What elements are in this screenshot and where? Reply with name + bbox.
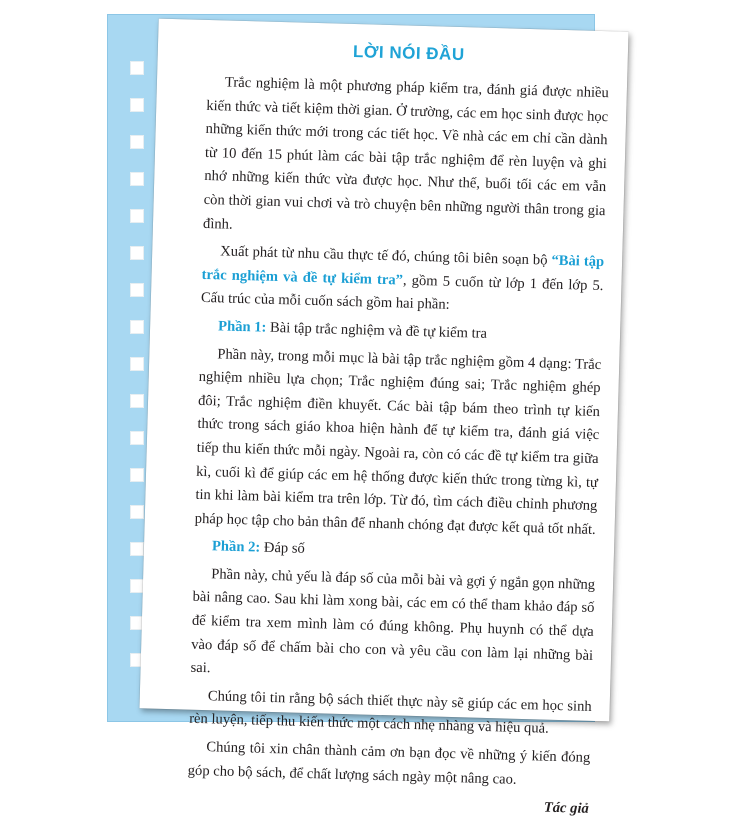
- series-paragraph: [201, 240, 605, 322]
- binder-hole: [131, 580, 143, 592]
- binder-hole: [131, 247, 143, 259]
- page-sheet: [139, 19, 628, 818]
- binder-hole: [131, 358, 143, 370]
- binder-hole: [131, 321, 143, 333]
- binder-hole: [131, 99, 143, 111]
- intro-paragraph: Trắc nghiệm là một phương pháp kiểm tra, đánh giá được nhiều kiến thức và tiết kiệm thời gian. Ở trường, các em học sinh được học những kiến thức mới trong các tiết học. Về nhà các em chỉ cần dành từ 10 đến 15 phút làm các bài tập trắc nghiệm để rèn luyện và ghi nhớ những kiến thức vừa được học. Như thế, buổi tối các em vẫn còn thời gian vui chơi và trò chuyện bên những người thân trong gia đình.: [202, 74, 610, 233]
- series-text-after: , gồm 5 cuốn từ lớp 1 đến lớp 5. Cấu trúc của mỗi cuốn sách gồm hai phần:: [200, 272, 604, 314]
- binder-hole: [131, 432, 143, 444]
- binder-hole: [131, 173, 143, 185]
- page-content: [187, 37, 611, 826]
- page-title: LỜI NÓI ĐẦU: [352, 42, 465, 65]
- binder-hole: [131, 210, 143, 222]
- series-text-before: Xuất phát từ nhu cầu thực tế đó, chúng tôi biên soạn bộ: [220, 243, 552, 269]
- binder-hole: [131, 136, 143, 148]
- part2-body: Phần này, chủ yếu là đáp số của mỗi bài và gợi ý ngắn gọn những bài nâng cao. Sau khi làm xong bài, các em có thể tham khảo đáp số để kiểm tra xem mình làm có đúng không. Phụ huynh có thể dựa vào đáp số để chấm bài cho con và yêu cầu con làm lại những bài sai.: [190, 566, 596, 677]
- binder-hole: [131, 543, 143, 555]
- part2-label: Phần 2:: [211, 538, 261, 556]
- part2-heading-text: Đáp số: [260, 539, 306, 558]
- belief-paragraph: Chúng tôi tin rằng bộ sách thiết thực này sẽ giúp các em học sinh rèn luyện, tiếp thu kiến thức một cách nhẹ nhàng và hiệu quả.: [188, 688, 592, 738]
- author-signature: Tác giả: [543, 799, 590, 818]
- thanks-paragraph: Chúng tôi xin chân thành cảm ơn bạn đọc về những ý kiến đóng góp cho bộ sách, để chất lượng sách ngày một nâng cao.: [187, 739, 591, 788]
- part1-heading-text: Bài tập trắc nghiệm và đề tự kiểm tra: [266, 319, 488, 342]
- binder-hole: [131, 469, 143, 481]
- part1-label: Phần 1:: [217, 318, 267, 336]
- part1-body: Phần này, trong mỗi mục là bài tập trắc nghiệm gồm 4 dạng: Trắc nghiệm nhiều lựa chọn; Trắc nghiệm đúng sai; Trắc nghiệm ghép đôi; Trắc nghiệm điền khuyết. Các bài tập bám theo trình tự kiến thức trong sách giáo khoa hiện hành để tự kiểm tra, đánh giá việc tiếp thu kiến thức mỗi ngày. Ngoài ra, còn có các đề tự kiểm tra giữa kì, cuối kì để giúp các em hệ thống được kiến thức trong từng kì, tự tin khi làm bài kiểm tra trên lớp. Từ đó, tìm cách điều chỉnh phương pháp học tập cho bản thân để nhanh chóng đạt được kết quả tốt nhất.: [194, 345, 602, 538]
- book-series-title: “Bài tập trắc nghiệm và đề tự kiểm tra”: [201, 252, 605, 289]
- binder-hole: [131, 395, 143, 407]
- binder-hole: [131, 506, 143, 518]
- binder-hole: [131, 284, 143, 296]
- binder-hole: [131, 62, 143, 74]
